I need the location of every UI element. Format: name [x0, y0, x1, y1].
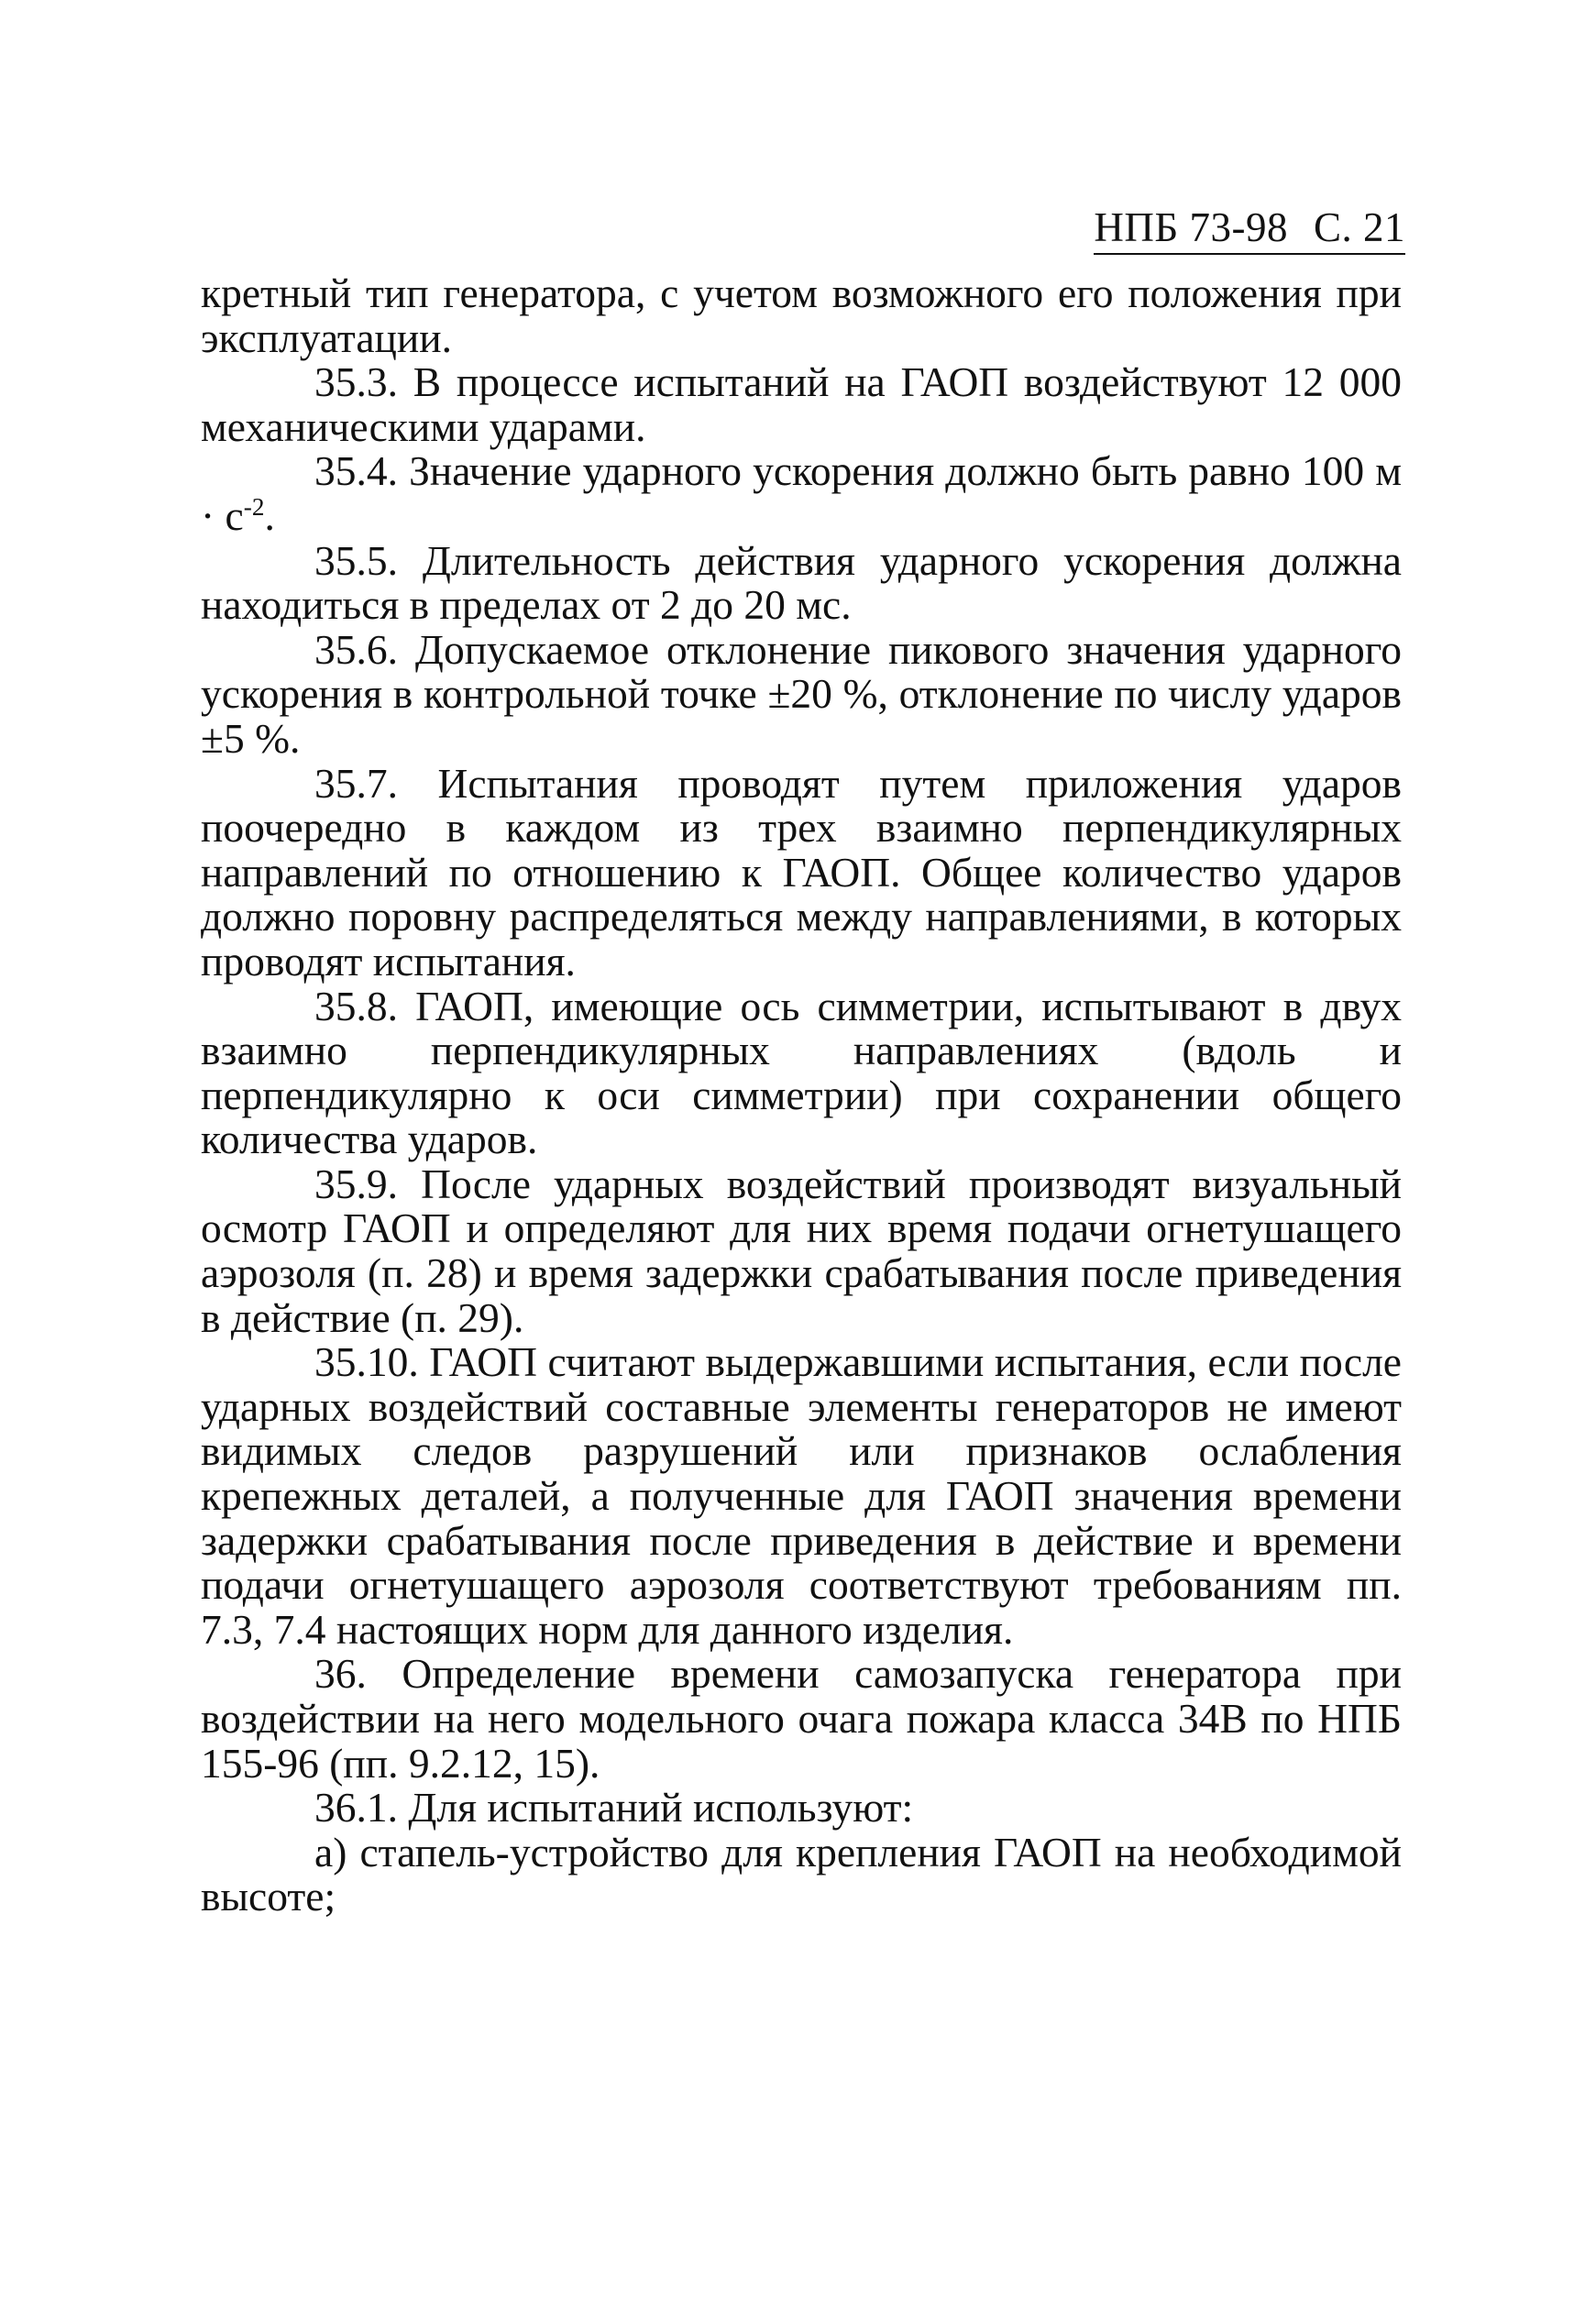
body-text	[201, 271, 1402, 1920]
paragraph-35-4-text: 35.4. Значение ударного ускорения должно быть равно 100 м · с	[201, 447, 1402, 539]
paragraph-35-3: 35.3. В процессе испытаний на ГАОП воздействуют 12 000 механическими ударами.	[201, 358, 1402, 450]
paragraph-35-10: 35.10. ГАОП считают выдержавшими испытания, если после ударных воздействий составные элементы генераторов не имеют видимых следов разрушений или признаков ослабления крепежных деталей, а полученные для ГАОП значения времени задержки срабатывания после приведения в действие и времени подачи огнетушащего аэрозоля соответствуют требованиям пп. 7.3, 7.4 настоящих норм для данного изделия.	[201, 1338, 1402, 1653]
doc-code: НПБ 73-98	[1094, 204, 1288, 250]
paragraph-continuation: кретный тип генератора, с учетом возможного его положения при эксплуатации.	[201, 270, 1402, 361]
paragraph-35-9: 35.9. После ударных воздействий производят визуальный осмотр ГАОП и определяют для них время подачи огнетушащего аэрозоля (п. 28) и время задержки срабатывания после приведения в действие (п. 29).	[201, 1160, 1402, 1341]
paragraph-35-7: 35.7. Испытания проводят путем приложения ударов поочередно в каждом из трех взаимно перпендикулярных направлений по отношению к ГАОП. Общее количество ударов должно поровну распределяться между направлениями, в которых проводят испытания.	[201, 759, 1402, 984]
running-header	[1094, 204, 1405, 255]
paragraph-35-4-end: .	[264, 491, 275, 539]
paragraph-36-1: 36.1. Для испытаний используют:	[314, 1784, 914, 1832]
paragraph-35-4	[201, 449, 1402, 538]
list-item-a: а) стапель-устройство для крепления ГАОП на необходимой высоте;	[201, 1828, 1402, 1920]
page-number: С. 21	[1313, 204, 1405, 250]
paragraph-35-5: 35.5. Длительность действия ударного ускорения должна находиться в пределах от 2 до 20 мс.	[201, 536, 1402, 629]
paragraph-35-8: 35.8. ГАОП, имеющие ось симметрии, испытывают в двух взаимно перпендикулярных направлениях (вдоль и перпендикулярно к оси симметрии) при сохранении общего количества ударов.	[201, 982, 1402, 1163]
exponent: -2	[243, 492, 265, 521]
paragraph-35-6: 35.6. Допускаемое отклонение пикового значения ударного ускорения в контрольной точке ±20 %, отклонение по числу ударов ±5 %.	[201, 625, 1402, 762]
paragraph-36: 36. Определение времени самозапуска генератора при воздействии на него модельного очага пожара класса 34В по НПБ 155-96 (пп. 9.2.12, 15).	[201, 1650, 1402, 1787]
